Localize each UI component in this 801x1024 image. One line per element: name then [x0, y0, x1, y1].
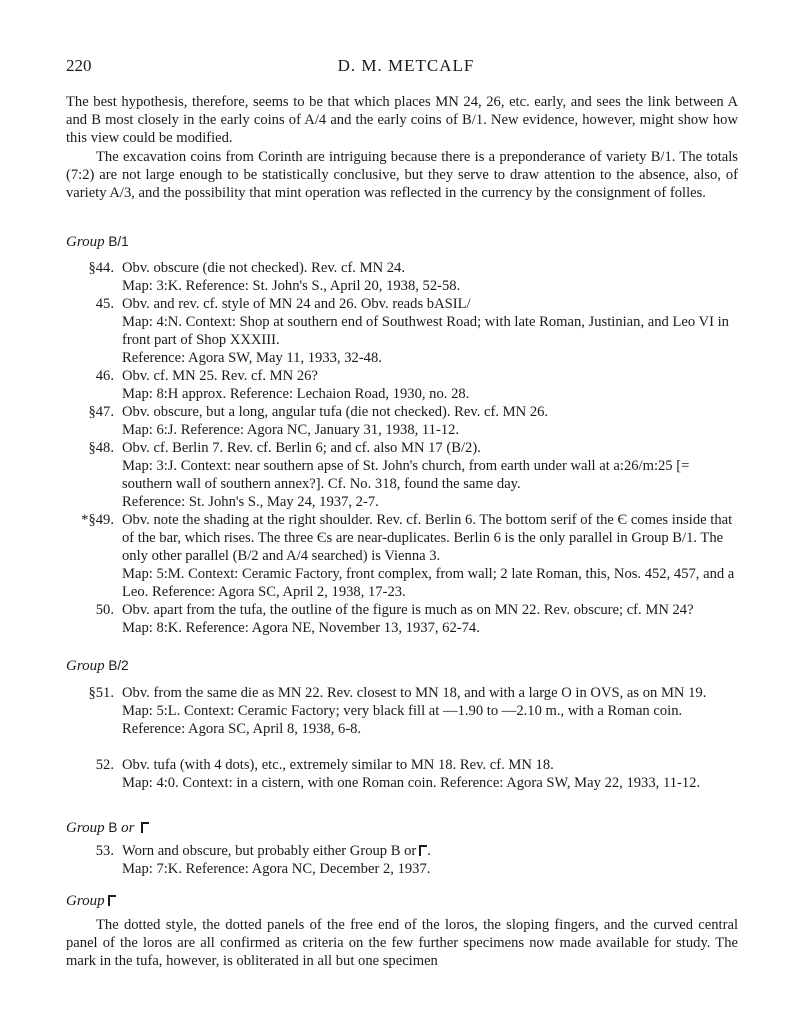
- page-number: 220: [66, 56, 92, 75]
- intro-paragraph-1: The best hypothesis, therefore, seems to be that which places MN 24, 26, etc. early, and sees the link between A and B most closely in the early coins of A/4 and the early coins of B/1. New evidence, however, might show how this view could be modified.: [66, 94, 738, 146]
- group-heading-b1: Group B/1: [66, 234, 129, 250]
- gamma-glyph: [108, 895, 116, 906]
- intro-paragraph-2: The excavation coins from Corinth are intriguing because there is a preponderance of variety B/1. The totals (7:2) are not large enough to be statistically conclusive, but they serve to draw attention to the absence, also, of variety A/3, and the possibility that mint operation was reflected in the currency by the consignment of folles.: [66, 149, 738, 201]
- running-head: D. M. METCALF: [337, 56, 475, 75]
- closing-paragraph: The dotted style, the dotted panels of the free end of the loros, the sloping fingers, and the curved central panel of the loros are all confirmed as criteria on the few further specimens now made available for study. The mark in the tufa, however, is obliterated in all but one specimen: [66, 917, 738, 969]
- page: 220 D. M. METCALF The best hypothesis, therefore, seems to be that which places MN 24, 26, etc. early, and sees the link between A and B most closely in the early coins of A/4 and the early coins of B/1. New evidence, however, might show how this view could be modified. The excavation coins from Corinth are intriguing because there is a preponderance of variety B/1. The totals (7:2) are not large enough to be statistically conclusive, but they serve to draw attention to the absence, also, of variety A/3, and the possibility that mint operation was reflected in the currency by the consignment of folles. Group B/1 §44. Obv. obscure (die not checked). Rev. cf. MN 24. Map: 3:K. Reference: St. John's S., April 20, 1938, 52-58. 45. Obv. and rev. cf. style of MN 24 and 26. Obv. reads bASIL/ Map: 4:N. Context: Shop at southern end of Southwest Road; with late Roman, Justinian, and Leo VI in front part of Shop XXXIII. Reference: Agora SW, May 11, 1933, 32-48. 46. Obv. cf. MN 25. Rev. cf. MN 26? Map: 8:H approx. Reference: Lechaion Road, 1930, no. 28. §47. Obv. obscure, but a long, angular tufa (die not checked). Rev. cf. MN 26. Map: 6:J. Reference: Agora NC, January 31, 1938, 11-12. §48. Obv. cf. Berlin 7. Rev. cf. Berlin 6; and cf. also MN 17 (B/2). Map: 3:J. Context: near southern apse of St. John's church, from earth under wall at a:26/m:25 [= southern wall of southern annex?]. Cf. No. 318, found the same day. Reference: St. John's S., May 24, 1937, 2-7. *§49. Obv. note the shading at the right shoulder. Rev. cf. Berlin 6. The bottom serif of the Є comes inside that of the bar, which rises. The three Єs are near-duplicates. Berlin 6 is the only parallel in Group B/1. The only other parallel (B/2 and A/4 searched) is Vienna 3. Map: 5:M. Context: Ceramic Factory, front complex, from wall; 2 late Roman, this, Nos. 452, 457, and a Leo. Reference: Agora SC, April 2, 1938, 17-23. 50. Obv. apart from the tufa, the outline of the figure is much as on MN 22. Rev. obscure; cf. MN 24? Map: 8:K. Reference: Agora NE, November 13, 1937, 62-74. Group B/2 §51. Obv. from the same die as MN 22. Rev. closest to MN 18, and with a large O in OVS, as on MN 19. Map: 5:L. Context: Ceramic Factory; very black fill at —1.90 to —2.10 m., with a Roman coin. Reference: Agora SC, April 8, 1938, 6-8. 52. Obv. tufa (with 4 dots), etc., extremely similar to MN 18. Rev. cf. MN 18. Map: 4:0. Context: in a cistern, with one Roman coin. Reference: Agora SW, May 22, 1933, 11-12. Group B or 53. Worn and obscure, but probably either Group B or . Map: 7:K. Reference: Agora NC, December 2, 1937. Group The dotted style, the dotted panels of the free end of the loros, the sloping fingers, and the curved central panel of the loros are all confirmed as criteria on the few further specimens now made available for study. The mark in the tufa, however, is obliterated in all but one specimen: [0, 0, 801, 1024]
- group-heading-gamma: Group: [66, 893, 116, 910]
- group-heading-b2: Group B/2: [66, 658, 129, 674]
- gamma-glyph: [141, 822, 149, 833]
- page-header: [66, 56, 746, 78]
- group-heading-b-or-gamma: Group B or: [66, 820, 149, 837]
